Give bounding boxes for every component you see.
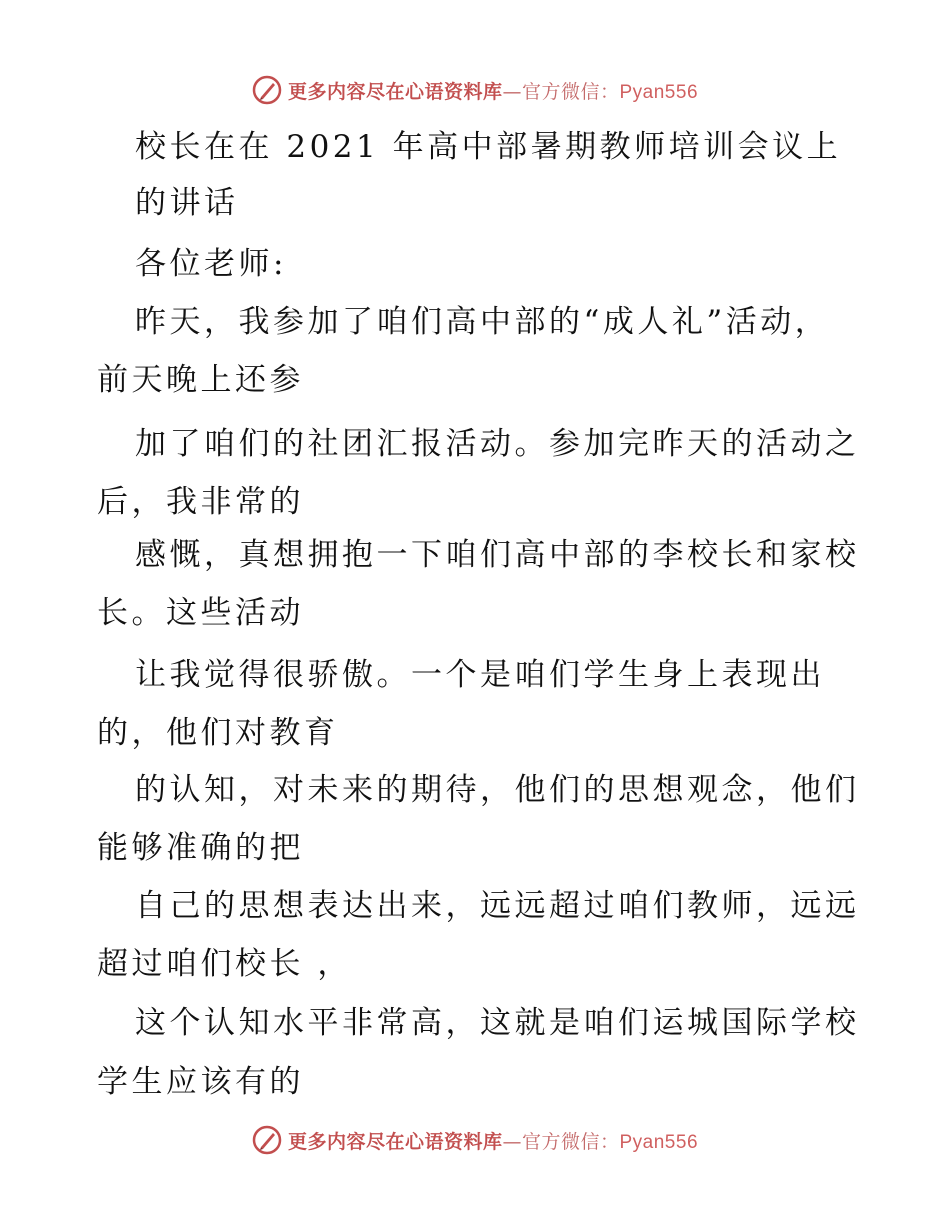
header-site-text: 更多内容尽在心语资料库 (287, 80, 503, 103)
paragraph-line: 这个认知水平非常高，这就是咱们运城国际学校 (135, 1005, 860, 1041)
document-title-line-1: 校长在在 2021 年高中部暑期教师培训会议上 (135, 129, 842, 165)
header-dash: — (502, 80, 522, 103)
footer-site-text: 更多内容尽在心语资料库 (287, 1130, 503, 1153)
document-title-line-2: 的讲话 (135, 185, 239, 221)
header-wechat-label: 官方微信： (521, 80, 620, 103)
paragraph-line: 后，我非常的 (97, 484, 304, 520)
paragraph-line: 长。这些活动 (97, 595, 304, 631)
paragraph-line: 的，他们对教育 (97, 715, 339, 751)
paragraph-line: 超过咱们校长 ， (97, 946, 352, 982)
paragraph-line: 前天晚上还参 (97, 362, 304, 398)
footer-wechat-label: 官方微信： (521, 1130, 620, 1153)
header-wechat-id: Pyan556 (619, 81, 699, 103)
paragraph-line: 加了咱们的社团汇报活动。参加完昨天的活动之 (135, 426, 860, 462)
footer-banner (0, 1122, 950, 1158)
paragraph-line: 感慨，真想拥抱一下咱们高中部的李校长和家校 (135, 537, 860, 573)
quill-logo-icon (252, 1125, 282, 1155)
footer-dash: — (502, 1130, 522, 1153)
paragraph-line: 让我觉得很骄傲。一个是咱们学生身上表现出 (135, 657, 825, 693)
footer-wechat-id: Pyan556 (619, 1131, 699, 1153)
paragraph-line: 自己的思想表达出来，远远超过咱们教师，远远 (135, 888, 860, 924)
paragraph-line: 的认知，对未来的期待，他们的思想观念，他们 (135, 772, 860, 808)
paragraph-line: 能够准确的把 (97, 830, 304, 866)
paragraph-line: 学生应该有的 (97, 1064, 304, 1100)
footer-banner-text (288, 1127, 698, 1154)
salutation: 各位老师: (135, 246, 287, 282)
paragraph-line: 昨天，我参加了咱们高中部的“成人礼”活动， (135, 304, 830, 340)
